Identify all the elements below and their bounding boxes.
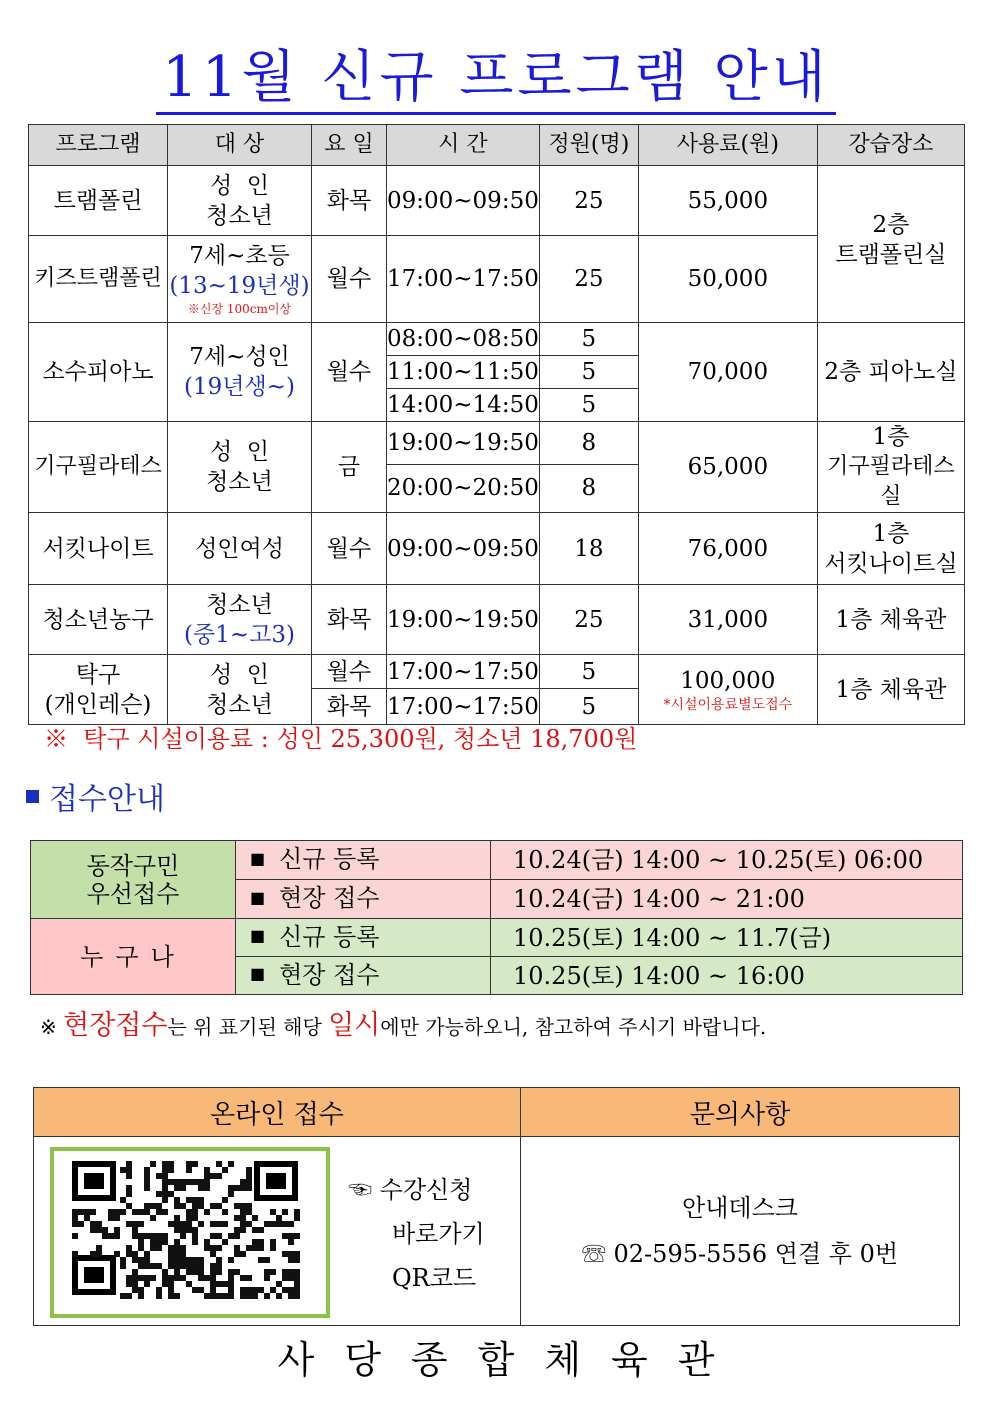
program-fee: 100,000 *시설이용료별도접수 (638, 655, 817, 725)
program-day: 월수 (312, 323, 387, 422)
program-day: 월수 (312, 513, 387, 585)
program-time: 17:00~17:50 (387, 689, 540, 725)
footer-org-name: 사당종합체육관 (277, 1338, 745, 1382)
program-time: 19:00~19:50 (387, 585, 540, 655)
section-title: 접수안내 (26, 782, 165, 818)
program-day: 화목 (312, 166, 387, 236)
header-time: 시 간 (387, 125, 540, 166)
table-row (29, 585, 965, 655)
program-place: 1층 체육관 (817, 585, 964, 655)
program-fee: 76,000 (638, 513, 817, 585)
pingpong-fee-note: ※ 탁구 시설이용료 : 성인 25,300원, 청소년 18,700원 (44, 725, 638, 753)
program-fee: 70,000 (638, 323, 817, 422)
reg-item: ■ 신규 등록 (236, 919, 491, 957)
qr-label: ☜ 수강신청 바로가기 QR코드 (348, 1176, 485, 1292)
program-time: 11:00~11:50 (387, 356, 540, 389)
program-capacity: 25 (539, 236, 638, 323)
program-fee: 65,000 (638, 422, 817, 513)
program-target: 성 인 청소년 (168, 422, 312, 513)
group-resident: 동작구민 우선접수 (31, 841, 236, 919)
program-time: 08:00~08:50 (387, 323, 540, 356)
program-place: 2층 피아노실 (817, 323, 964, 422)
program-target: 청소년 (중1~고3) (168, 585, 312, 655)
header-program: 프로그램 (29, 125, 168, 166)
header-day: 요 일 (312, 125, 387, 166)
table-row (29, 513, 965, 585)
program-time: 20:00~20:50 (387, 464, 540, 512)
header-place: 강습장소 (817, 125, 964, 166)
contact-desk: 안내데스크 (682, 1194, 798, 1222)
table-row (29, 166, 965, 236)
program-target: 성인여성 (168, 513, 312, 585)
program-time: 09:00~09:50 (387, 513, 540, 585)
reg-date: 10.25(토) 14:00 ~ 16:00 (491, 957, 963, 995)
square-bullet-icon (26, 790, 39, 803)
program-table (28, 124, 965, 725)
group-anyone: 누구나 (31, 919, 236, 995)
reg-date: 10.25(토) 14:00 ~ 11.7(금) (491, 919, 963, 957)
reg-item: ■ 현장 접수 (236, 957, 491, 995)
program-name: 청소년농구 (29, 585, 168, 655)
program-fee: 31,000 (638, 585, 817, 655)
table-header-row (29, 125, 965, 166)
program-time: 17:00~17:50 (387, 236, 540, 323)
program-day: 월수 (312, 236, 387, 323)
program-capacity: 18 (539, 513, 638, 585)
program-capacity: 5 (539, 389, 638, 422)
onsite-note: ※ 현장접수는 위 표기된 해당 일시에만 가능하오니, 참고하여 주시기 바랍니다. (40, 1010, 767, 1041)
contact-cell (521, 1137, 960, 1326)
program-capacity: 25 (539, 585, 638, 655)
program-day: 금 (312, 422, 387, 513)
program-name: 소수피아노 (29, 323, 168, 422)
table-row (31, 841, 963, 880)
program-name: 서킷나이트 (29, 513, 168, 585)
program-name: 키즈트램폴린 (29, 236, 168, 323)
program-place: 1층 체육관 (817, 655, 964, 725)
program-name: 탁구 (개인레슨) (29, 655, 168, 725)
square-bullet-icon: ■ (250, 964, 266, 984)
program-day: 월수 (312, 655, 387, 689)
program-capacity: 5 (539, 323, 638, 356)
table-row (29, 323, 965, 356)
square-bullet-icon: ■ (250, 848, 266, 868)
program-capacity: 5 (539, 655, 638, 689)
reg-item: ■ 신규 등록 (236, 841, 491, 880)
program-target: 성 인 청소년 (168, 166, 312, 236)
reg-date: 10.24(금) 14:00 ~ 21:00 (491, 880, 963, 919)
registration-table (30, 840, 963, 995)
program-time: 09:00~09:50 (387, 166, 540, 236)
qr-code-icon (54, 1151, 318, 1306)
program-target: 7세~성인 (19년생~) (168, 323, 312, 422)
program-capacity: 25 (539, 166, 638, 236)
program-place: 2층 트램폴린실 (817, 166, 964, 323)
program-time: 17:00~17:50 (387, 655, 540, 689)
header-capacity: 정원(명) (539, 125, 638, 166)
program-day: 화목 (312, 585, 387, 655)
reg-date: 10.24(금) 14:00 ~ 10.25(토) 06:00 (491, 841, 963, 880)
program-target: 7세~초등 (13~19년생) ※신장 100cm이상 (168, 236, 312, 323)
program-capacity: 8 (539, 464, 638, 512)
program-fee: 50,000 (638, 236, 817, 323)
contact-header: 문의사항 (521, 1088, 960, 1137)
program-target: 성 인 청소년 (168, 655, 312, 725)
program-capacity: 8 (539, 422, 638, 465)
program-time: 19:00~19:50 (387, 422, 540, 465)
table-row (29, 655, 965, 689)
header-target: 대 상 (168, 125, 312, 166)
table-row (34, 1088, 960, 1137)
table-row (29, 422, 965, 465)
program-capacity: 5 (539, 689, 638, 725)
square-bullet-icon: ■ (250, 926, 266, 946)
program-day: 화목 (312, 689, 387, 725)
program-capacity: 5 (539, 356, 638, 389)
online-header: 온라인 접수 (34, 1088, 521, 1137)
header-fee: 사용료(원) (638, 125, 817, 166)
program-name: 기구필라테스 (29, 422, 168, 513)
reg-item: ■ 현장 접수 (236, 880, 491, 919)
program-name: 트램폴린 (29, 166, 168, 236)
page-title: 11월 신규 프로그램 안내 (0, 46, 992, 115)
contact-phone: ☏ 02-595-5556 연결 후 0번 (581, 1240, 899, 1268)
program-place: 1층 기구필라테스실 (817, 422, 964, 513)
square-bullet-icon: ■ (250, 887, 266, 907)
program-fee: 55,000 (638, 166, 817, 236)
program-time: 14:00~14:50 (387, 389, 540, 422)
table-row (31, 919, 963, 957)
program-place: 1층 서킷나이트실 (817, 513, 964, 585)
qr-code[interactable] (50, 1147, 330, 1318)
